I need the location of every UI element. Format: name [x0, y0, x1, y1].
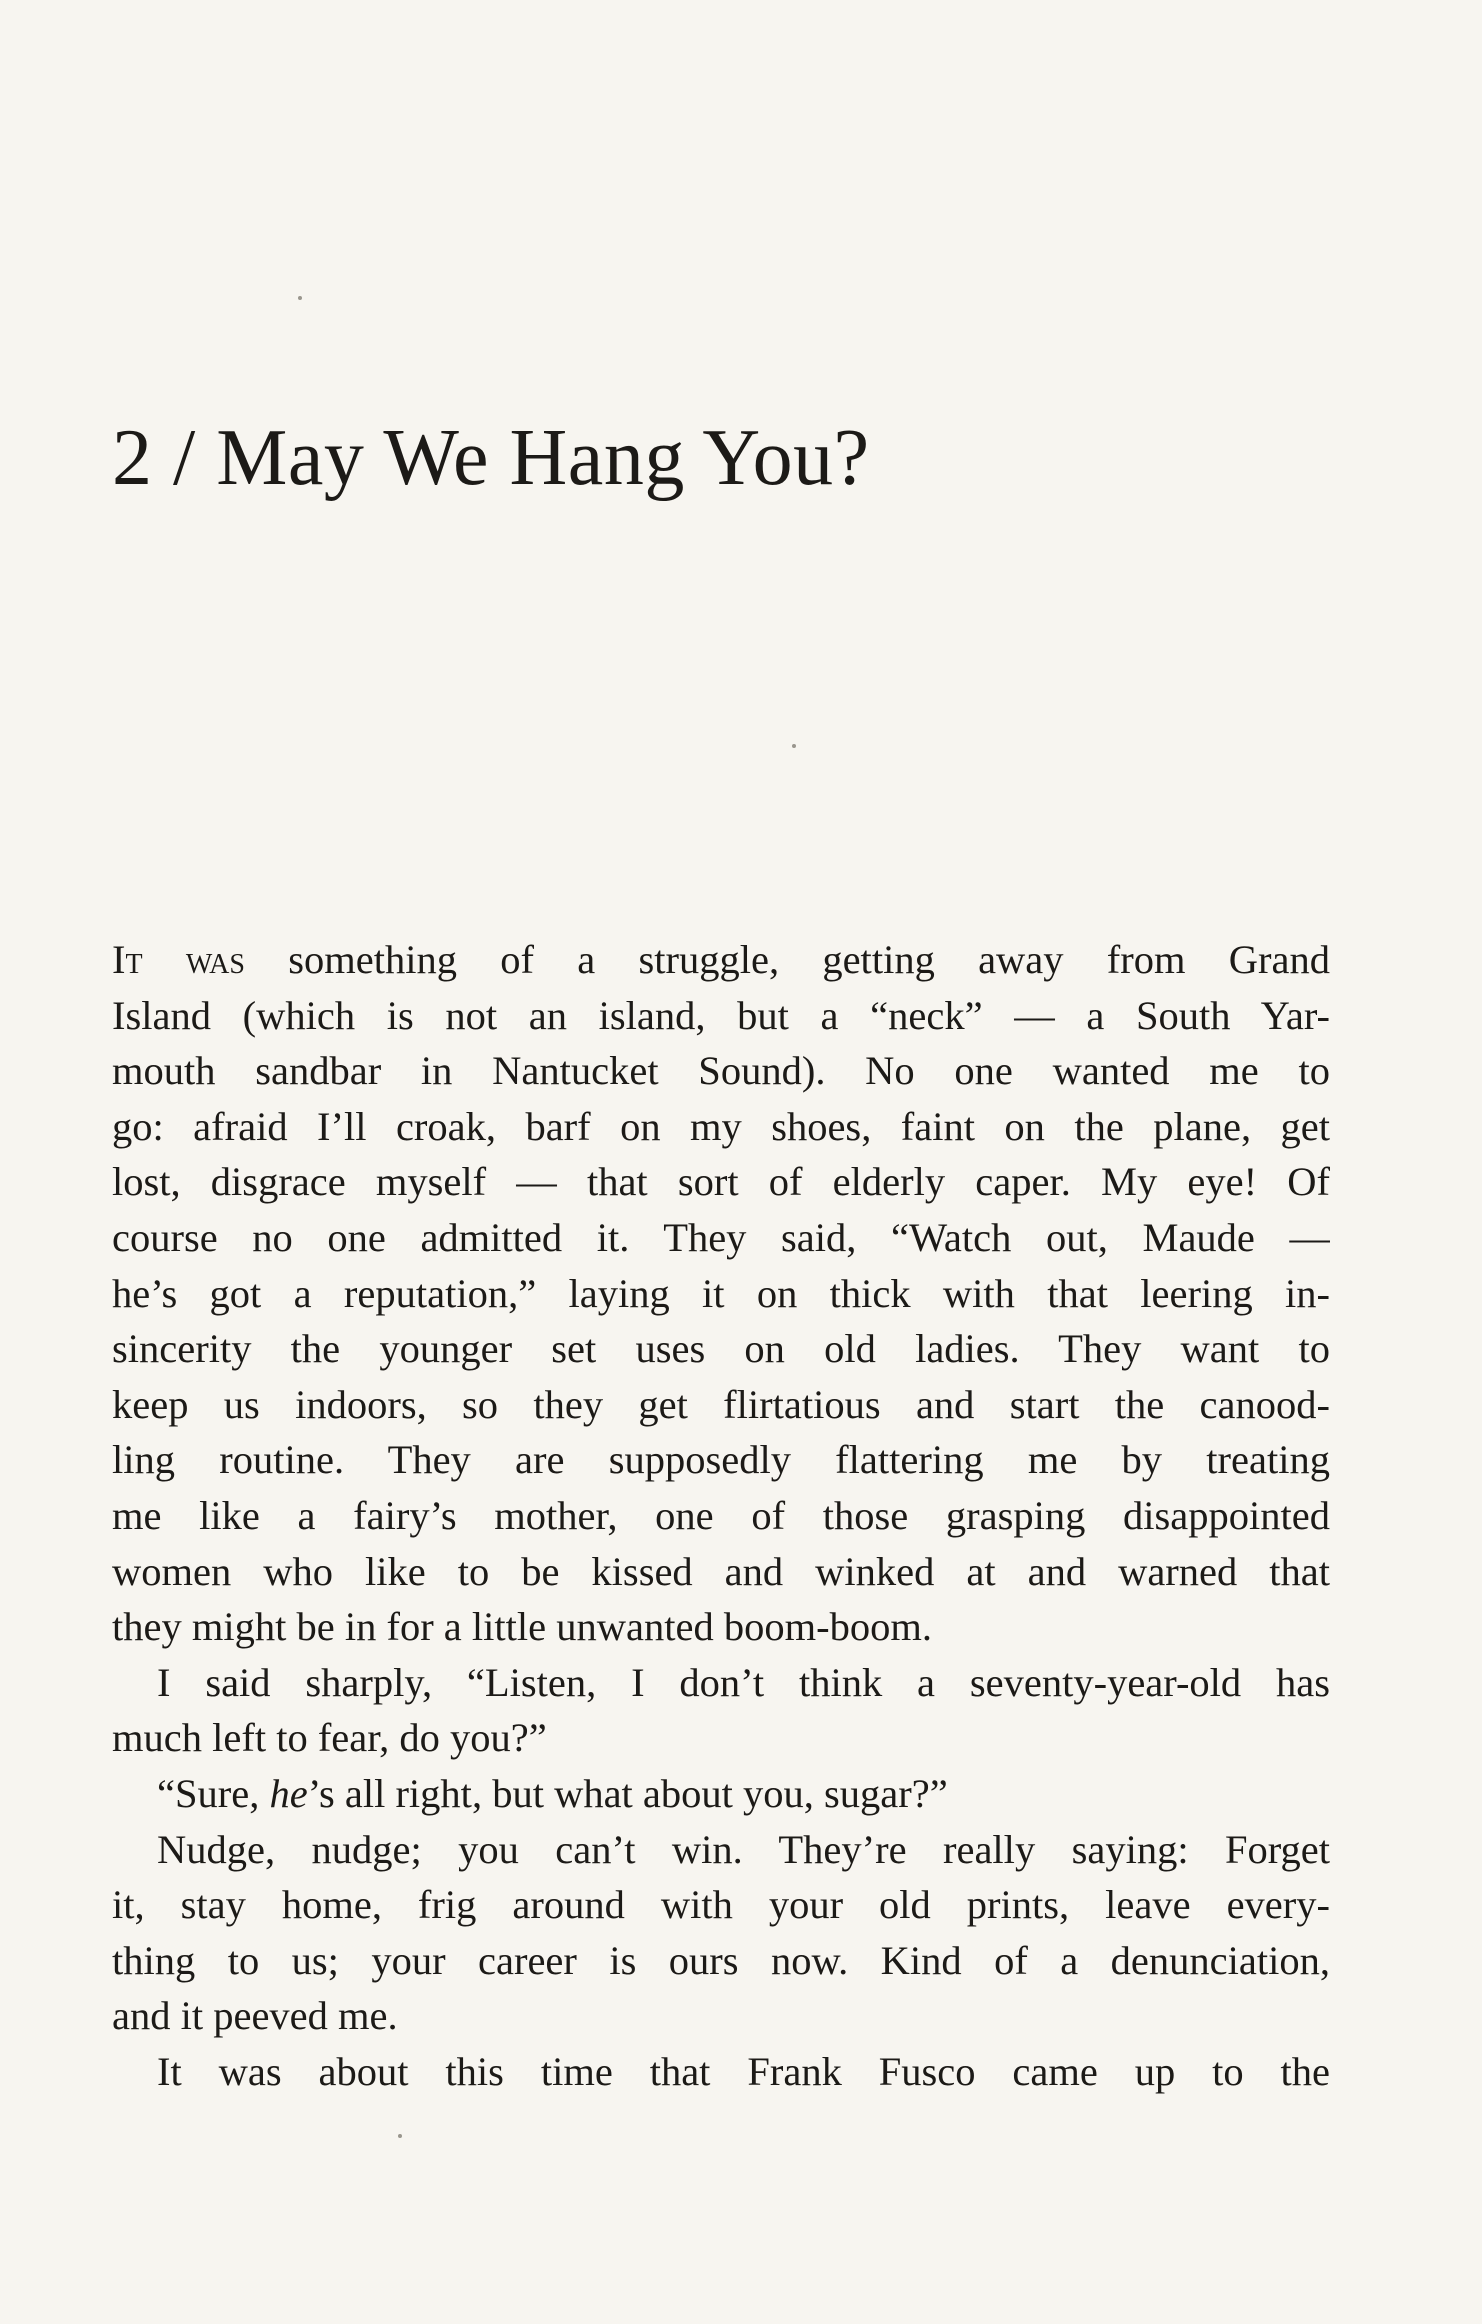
- text-line: [112, 932, 1330, 988]
- text-line: It was about this time that Frank Fusco came up to the: [157, 2048, 1330, 2094]
- text-line: lost, disgrace myself — that sort of elderly caper. My eye! Of: [112, 1159, 1330, 1205]
- text-line: go: afraid I’ll croak, barf on my shoes, faint on the plane, get: [112, 1103, 1330, 1149]
- text-line: I said sharply, “Listen, I don’t think a seventy-year-old has: [157, 1659, 1330, 1705]
- text-line: much left to fear, do you?”: [112, 1715, 547, 1761]
- paper-speck: [792, 744, 796, 748]
- text-line: women who like to be kissed and winked at and warned that: [112, 1548, 1330, 1594]
- text-line-content: something of a struggle, getting away from Grand: [288, 937, 1330, 982]
- text-line: [112, 1766, 1330, 1822]
- text-line: me like a fairy’s mother, one of those grasping disappointed: [112, 1492, 1330, 1538]
- text-line: keep us indoors, so they get flirtatious and start the canood-: [112, 1381, 1330, 1427]
- text-line: he’s got a reputation,” laying it on thick with that leering in-: [112, 1270, 1330, 1316]
- chapter-title: 2 / May We Hang You?: [112, 414, 870, 502]
- text-line: Island (which is not an island, but a “neck” — a South Yar-: [112, 992, 1330, 1038]
- body-text: [112, 932, 1330, 2099]
- paper-speck: [398, 2134, 402, 2138]
- text-line: thing to us; your career is ours now. Kind of a denunciation,: [112, 1937, 1330, 1983]
- drop-lead-in: It was: [112, 937, 245, 982]
- text-fragment: “Sure,: [157, 1770, 270, 1816]
- paper-speck: [298, 296, 302, 300]
- text-line: mouth sandbar in Nantucket Sound). No one wanted me to: [112, 1048, 1330, 1094]
- text-fragment: ’s all right, but what about you, sugar?”: [307, 1770, 948, 1816]
- text-line: sincerity the younger set uses on old ladies. They want to: [112, 1326, 1330, 1372]
- text-line: course no one admitted it. They said, “Watch out, Maude —: [112, 1214, 1330, 1260]
- italic-emphasis: he: [269, 1770, 308, 1816]
- text-line: Nudge, nudge; you can’t win. They’re really saying: Forget: [157, 1826, 1330, 1872]
- text-line: ling routine. They are supposedly flattering me by treating: [112, 1437, 1330, 1483]
- text-line: they might be in for a little unwanted boom-boom.: [112, 1604, 932, 1650]
- text-line: and it peeved me.: [112, 1993, 398, 2039]
- text-line: it, stay home, frig around with your old prints, leave every-: [112, 1882, 1330, 1928]
